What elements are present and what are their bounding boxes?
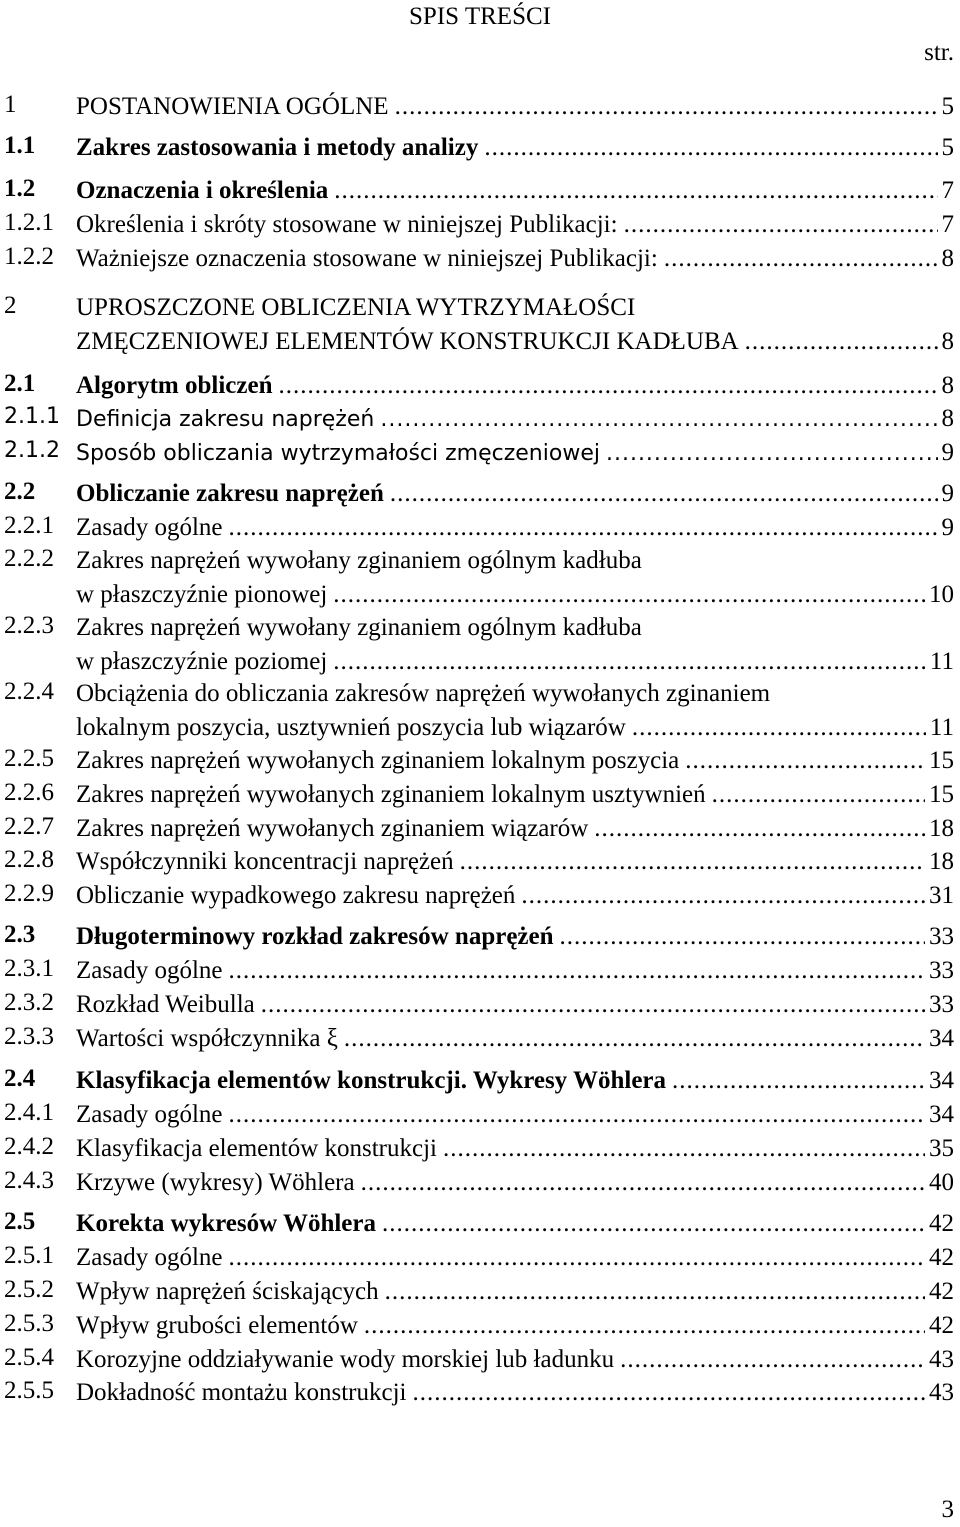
- toc-dot-leader: [632, 711, 926, 745]
- toc-entry-title: [76, 1309, 954, 1343]
- toc-dot-leader: [228, 1241, 925, 1275]
- toc-entry-number: 2.2.8: [4, 846, 54, 873]
- toc-entry-page: 42: [929, 1244, 954, 1271]
- toc-entry-text-line: Zakres naprężeń wywołanych zginaniem wiązarów: [76, 815, 589, 842]
- toc-entry-text-line: Korekta wykresów Wöhlera: [76, 1210, 376, 1237]
- toc-entry-text-line: Zakres naprężeń wywołany zginaniem ogólnym kadłuba: [76, 547, 642, 574]
- toc-entry-title: [76, 920, 954, 954]
- toc-entry-text-line: Współczynniki koncentracji naprężeń: [76, 848, 454, 875]
- toc-entry-number: 2.1.1: [4, 404, 60, 429]
- toc-dot-leader: [521, 879, 925, 913]
- toc-entry-page: 15: [929, 781, 954, 808]
- toc-entry-number: 2.2.9: [4, 880, 54, 907]
- toc-entry-number: 1.2.1: [4, 209, 54, 236]
- toc-entry-number: 1.2.2: [4, 243, 54, 270]
- toc-entry-number: 2.3: [4, 921, 36, 948]
- toc-entry-title: [76, 131, 954, 165]
- page-title: SPIS TREŚCI: [409, 3, 551, 30]
- toc-entry-title: [76, 1207, 954, 1241]
- toc-entry-number: 2: [4, 292, 17, 319]
- toc-entry-number: 2.2.6: [4, 779, 54, 806]
- toc-entry-text-line: Klasyfikacja elementów konstrukcji. Wykresy Wöhlera: [76, 1067, 667, 1094]
- toc-entry-text-line: UPROSZCZONE OBLICZENIA WYTRZYMAŁOŚCI: [76, 294, 636, 321]
- toc-dot-leader: [261, 988, 925, 1022]
- toc-entry-text-line: Klasyfikacja elementów konstrukcji: [76, 1135, 437, 1162]
- toc-dot-leader: [334, 174, 937, 208]
- toc-entry-number: 2.3.3: [4, 1023, 54, 1050]
- toc-entry-title: [76, 1343, 954, 1377]
- toc-dot-leader: [228, 511, 937, 545]
- toc-entry-text-line: Zakres naprężeń wywołany zginaniem ogólnym kadłuba: [76, 614, 642, 641]
- toc-entry-page: 8: [941, 328, 954, 355]
- toc-entry-text-line: Zakres zastosowania i metody analizy: [76, 134, 479, 161]
- toc-entry-page: 8: [941, 245, 954, 272]
- toc-entry-text-line: Zakres naprężeń wywołanych zginaniem lokalnym usztywnień: [76, 781, 706, 808]
- toc-entry-title: [76, 845, 954, 879]
- toc-dot-leader: [228, 954, 925, 988]
- toc-entry-text-line: Wpływ naprężeń ściskających: [76, 1278, 379, 1305]
- toc-dot-leader: [413, 1376, 926, 1410]
- toc-entry-page: 40: [929, 1169, 954, 1196]
- toc-dot-leader: [594, 812, 925, 846]
- toc-entry-number: 2.4.3: [4, 1167, 54, 1194]
- toc-entry-page: 8: [941, 405, 954, 432]
- toc-entry-title: [76, 1132, 954, 1166]
- toc-entry-number: 2.2.4: [4, 678, 54, 705]
- toc-entry-text-line: Dokładność montażu konstrukcji: [76, 1379, 407, 1406]
- toc-dot-leader: [395, 90, 938, 124]
- toc-entry-page: 42: [929, 1278, 954, 1305]
- toc-entry-title: [76, 1064, 954, 1098]
- toc-entry-title: [76, 242, 954, 276]
- toc-entry-number: 2.2.1: [4, 512, 54, 539]
- toc-dot-leader: [390, 477, 938, 511]
- toc-entry-text-line: Obliczanie zakresu naprężeń: [76, 480, 384, 507]
- toc-entry-text-line: POSTANOWIENIA OGÓLNE: [76, 93, 389, 120]
- toc-entry-page: 42: [929, 1312, 954, 1339]
- toc-entry-number: 2.4: [4, 1065, 36, 1092]
- toc-dot-leader: [364, 1309, 925, 1343]
- toc-entry-number: 2.3.1: [4, 955, 54, 982]
- toc-entry-text-line: ZMĘCZENIOWEJ ELEMENTÓW KONSTRUKCJI KADŁUBA: [76, 328, 739, 355]
- toc-entry-number: 2.5.5: [4, 1377, 54, 1404]
- toc-dot-leader: [672, 1064, 925, 1098]
- toc-dot-leader: [380, 403, 937, 437]
- toc-entry-text-line: Zasady ogólne: [76, 514, 223, 541]
- toc-entry-title: [76, 1376, 954, 1410]
- toc-entry-title: [76, 744, 954, 778]
- toc-entry-page: 8: [941, 372, 954, 399]
- toc-dot-leader: [228, 1098, 925, 1132]
- toc-entry-text-line: Krzywe (wykresy) Wöhlera: [76, 1169, 355, 1196]
- toc-entry-title: [76, 1098, 954, 1132]
- toc-entry-number: 2.5.4: [4, 1344, 54, 1371]
- toc-dot-leader: [278, 369, 937, 403]
- toc-entry-title: [76, 954, 954, 988]
- toc-entry-page: 18: [929, 848, 954, 875]
- toc-entry-number: 1.2: [4, 175, 36, 202]
- toc-entry-page: 33: [929, 923, 954, 950]
- toc-dot-leader: [745, 325, 938, 359]
- toc-dot-leader: [460, 845, 925, 879]
- toc-entry-page: 5: [941, 134, 954, 161]
- toc-entry-page: 9: [941, 514, 954, 541]
- toc-entry-page: 7: [941, 177, 954, 204]
- toc-entry-page: 43: [929, 1346, 954, 1373]
- toc-entry-title: [76, 1166, 954, 1200]
- toc-entry-number: 2.2.2: [4, 545, 54, 572]
- toc-dot-leader: [560, 920, 925, 954]
- toc-entry-text-line: Zasady ogólne: [76, 1244, 223, 1271]
- toc-entry-number: 2.5.2: [4, 1276, 54, 1303]
- toc-entry-text-line: Wpływ grubości elementów: [76, 1312, 358, 1339]
- toc-entry-title: [76, 1022, 954, 1056]
- toc-dot-leader: [361, 1166, 925, 1200]
- toc-entry-number: 2.1: [4, 370, 36, 397]
- toc-entry-number: 2.2.5: [4, 745, 54, 772]
- toc-entry-page: 15: [929, 747, 954, 774]
- toc-entry-title: [76, 677, 954, 745]
- toc-entry-page: 9: [941, 439, 954, 466]
- toc-entry-number: 2.4.2: [4, 1133, 54, 1160]
- toc-entry-page: 33: [929, 991, 954, 1018]
- toc-entry-title: [76, 436, 954, 471]
- toc-entry-title: [76, 1275, 954, 1309]
- toc-entry-text-line: w płaszczyźnie pionowej: [76, 581, 328, 608]
- toc-entry-number: 2.2: [4, 478, 36, 505]
- page-column-label: str.: [924, 39, 954, 66]
- toc-entry-number: 2.5.1: [4, 1242, 54, 1269]
- toc-dot-leader: [620, 1343, 925, 1377]
- toc-entry-number: 1.1: [4, 132, 36, 159]
- toc-dot-leader: [385, 1275, 925, 1309]
- toc-dot-leader: [606, 437, 938, 471]
- toc-entry-page: 43: [929, 1379, 954, 1406]
- toc-entry-page: 31: [929, 882, 954, 909]
- toc-dot-leader: [685, 744, 925, 778]
- toc-entry-text-line: Oznaczenia i określenia: [76, 177, 329, 204]
- toc-entry-text-line: Długoterminowy rozkład zakresów naprężeń: [76, 923, 554, 950]
- toc-dot-leader: [382, 1207, 925, 1241]
- toc-dot-leader: [333, 645, 926, 679]
- toc-entry-page: 5: [941, 93, 954, 120]
- toc-entry-number: 2.4.1: [4, 1099, 54, 1126]
- toc-entry-text-line: Zasady ogólne: [76, 957, 223, 984]
- toc-entry-page: 11: [929, 714, 954, 741]
- toc-entry-title: [76, 812, 954, 846]
- toc-entry-text-line: Zakres naprężeń wywołanych zginaniem lokalnym poszycia: [76, 747, 680, 774]
- toc-entry-number: 2.5.3: [4, 1310, 54, 1337]
- toc-entry-text-line: Obliczanie wypadkowego zakresu naprężeń: [76, 882, 516, 909]
- toc-entry-page: 10: [929, 581, 954, 608]
- toc-entry-title: [76, 988, 954, 1022]
- toc-dot-leader: [333, 578, 925, 612]
- toc-entry-number: 2.3.2: [4, 989, 54, 1016]
- toc-entry-title: [76, 291, 954, 359]
- toc-entry-number: 2.1.2: [4, 438, 60, 463]
- toc-entry-text-line: Wartości współczynnika ξ: [76, 1025, 338, 1052]
- toc-dot-leader: [712, 778, 925, 812]
- toc-entry-page: 11: [929, 648, 954, 675]
- toc-entry-text-line: w płaszczyźnie poziomej: [76, 648, 328, 675]
- toc-entry-page: 34: [929, 1101, 954, 1128]
- toc-dot-leader: [664, 242, 938, 276]
- toc-entry-number: 2.5: [4, 1208, 36, 1235]
- toc-entry-title: [76, 402, 954, 437]
- toc-entry-page: 18: [929, 815, 954, 842]
- toc-entry-title: [76, 90, 954, 124]
- toc-entry-title: [76, 778, 954, 812]
- toc-entry-title: [76, 174, 954, 208]
- toc-entry-title: [76, 879, 954, 913]
- toc-entry-text-line: Algorytm obliczeń: [76, 372, 273, 399]
- toc-entry-text-line: Definicja zakresu naprężeń: [76, 407, 375, 432]
- toc-entry-number: 2.2.3: [4, 612, 54, 639]
- toc-entry-title: [76, 611, 954, 679]
- toc-entry-title: [76, 511, 954, 545]
- toc-entry-text-line: Ważniejsze oznaczenia stosowane w niniejszej Publikacji:: [76, 245, 658, 272]
- toc-entry-page: 9: [941, 480, 954, 507]
- page-number: 3: [941, 1496, 954, 1523]
- toc-entry-text-line: Zasady ogólne: [76, 1101, 223, 1128]
- toc-entry-page: 34: [929, 1025, 954, 1052]
- toc-entry-text-line: Sposób obliczania wytrzymałości zmęczeniowej: [76, 441, 600, 466]
- toc-entry-title: [76, 477, 954, 511]
- toc-entry-page: 34: [929, 1067, 954, 1094]
- toc-entry-page: 42: [929, 1210, 954, 1237]
- toc-dot-leader: [624, 208, 938, 242]
- toc-entry-text-line: Korozyjne oddziaływanie wody morskiej lub ładunku: [76, 1346, 615, 1373]
- toc-entry-page: 35: [929, 1135, 954, 1162]
- toc-entry-page: 33: [929, 957, 954, 984]
- toc-dot-leader: [484, 131, 937, 165]
- toc-entry-title: [76, 369, 954, 403]
- toc-entry-title: [76, 544, 954, 612]
- toc-entry-text-line: Obciążenia do obliczania zakresów naprężeń wywołanych zginaniem: [76, 680, 771, 707]
- toc-entry-number: 2.2.7: [4, 813, 54, 840]
- toc-entry-text-line: lokalnym poszycia, usztywnień poszycia lub wiązarów: [76, 714, 626, 741]
- toc-entry-title: [76, 208, 954, 242]
- toc-entry-title: [76, 1241, 954, 1275]
- toc-entry-number: 1: [4, 91, 17, 118]
- toc-entry-page: 7: [941, 211, 954, 238]
- toc-dot-leader: [344, 1022, 925, 1056]
- toc-entry-text-line: Rozkład Weibulla: [76, 991, 255, 1018]
- toc-entry-text-line: Określenia i skróty stosowane w niniejszej Publikacji:: [76, 211, 618, 238]
- toc-dot-leader: [443, 1132, 925, 1166]
